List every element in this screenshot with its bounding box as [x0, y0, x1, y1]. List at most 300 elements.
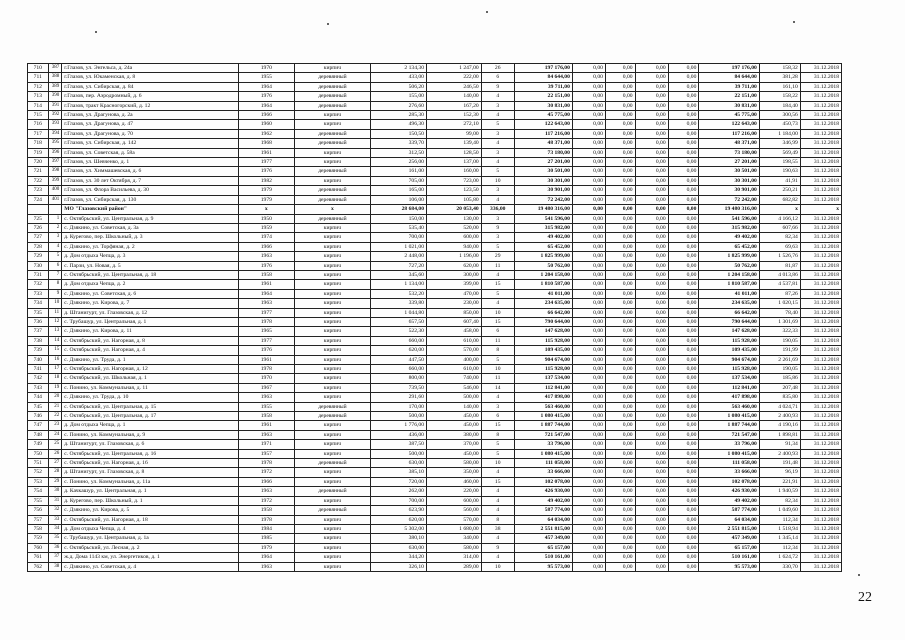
cell-cost-col-b: 0,00	[605, 412, 635, 421]
cell-cost-per-sqm: 835,80	[759, 393, 800, 402]
cell-total-cost: 1 810 587,00	[514, 280, 572, 289]
cell-year-built: 1978	[238, 459, 294, 468]
cell-living-area: 940,00	[426, 242, 481, 251]
cell-row-number: 744	[28, 393, 49, 402]
cell-total-area: 165,00	[371, 186, 427, 195]
cell-cost-col-a: 0,00	[572, 158, 605, 167]
cell-completion-date: 31.12.2018	[800, 139, 841, 148]
cell-living-area: 546,00	[426, 383, 481, 392]
cell-total-cost: 109 435,00	[514, 346, 572, 355]
table-row	[28, 562, 842, 571]
table-row	[28, 289, 842, 298]
cell-total-area: 2 134,30	[371, 64, 427, 73]
cell-row-number: 723	[28, 186, 49, 195]
cell-address: г.Глазов, ул. 30 лет Октября, д. 7	[62, 176, 239, 185]
cell-living-area: 152,30	[426, 111, 481, 120]
cell-cost-col-a: 0,00	[572, 129, 605, 138]
cell-cost-per-sqm: 191,99	[759, 346, 800, 355]
cell-wall-material: кирпич	[294, 374, 370, 383]
cell-address: с. Трубашур, ул. Центральная, д. 1а	[62, 534, 239, 543]
cell-wall-material: деревянный	[294, 195, 370, 204]
cell-address: с. Октябрьский, ул. Центральная, д. 16	[62, 449, 239, 458]
cell-cost-col-c: 0,00	[635, 73, 668, 82]
cell-year-built: 1967	[238, 383, 294, 392]
cell-cost-col-d: 0,00	[668, 430, 699, 439]
cell-cost-per-sqm: 185,86	[759, 374, 800, 383]
cell-living-area: 105,80	[426, 195, 481, 204]
cell-cost-col-a: 0,00	[572, 336, 605, 345]
cell-living-area: 723,00	[426, 176, 481, 185]
cell-program-cost: 417 898,00	[699, 393, 759, 402]
cell-row-number: 747	[28, 421, 49, 430]
cell-completion-date: 31.12.2018	[800, 176, 841, 185]
table-row	[28, 515, 842, 524]
cell-wall-material: деревянный	[294, 92, 370, 101]
cell-total-area: 506,20	[371, 82, 427, 91]
cell-program-cost: 109 435,00	[699, 346, 759, 355]
cell-cost-col-b: 0,00	[605, 186, 635, 195]
cell-address: МО "Глазовский район"	[62, 205, 239, 214]
cell-total-cost: 1 204 158,00	[514, 270, 572, 279]
cell-residents: 10	[481, 308, 514, 317]
cell-residents: 9	[481, 543, 514, 552]
cell-wall-material: кирпич	[294, 327, 370, 336]
cell-wall-material: деревянный	[294, 412, 370, 421]
cell-year-built: 1961	[238, 355, 294, 364]
cell-cost-col-c: 0,00	[635, 393, 668, 402]
cell-year-built: 1970	[238, 374, 294, 383]
cell-residents: 3	[481, 101, 514, 110]
cell-wall-material: деревянный	[294, 167, 370, 176]
cell-total-area: 705,00	[371, 176, 427, 185]
cell-local-number: 401	[48, 195, 62, 204]
cell-cost-col-c: 0,00	[635, 129, 668, 138]
cell-completion-date: 31.12.2018	[800, 459, 841, 468]
cell-program-cost: 1 080 415,00	[699, 412, 759, 421]
cell-completion-date: 31.12.2018	[800, 336, 841, 345]
cell-cost-col-a: 0,00	[572, 195, 605, 204]
cell-total-area: 620,00	[371, 515, 427, 524]
cell-living-area: 600,00	[426, 496, 481, 505]
cell-completion-date: 31.12.2018	[800, 393, 841, 402]
cell-completion-date: 31.12.2018	[800, 346, 841, 355]
cell-cost-col-d: 0,00	[668, 553, 699, 562]
cell-cost-col-d: 0,00	[668, 176, 699, 185]
cell-cost-col-c: 0,00	[635, 468, 668, 477]
cell-row-number: 718	[28, 139, 49, 148]
cell-program-cost: 65 452,00	[699, 242, 759, 251]
cell-cost-per-sqm: 2 400,93	[759, 449, 800, 458]
cell-completion-date: 31.12.2018	[800, 223, 841, 232]
cell-total-cost: 115 928,00	[514, 365, 572, 374]
cell-living-area: 140,00	[426, 92, 481, 101]
cell-cost-col-b: 0,00	[605, 402, 635, 411]
cell-cost-col-b: 0,00	[605, 92, 635, 101]
cell-address: ж.д. Дома 1143 км, ул. Энергетиков, д. 1	[62, 553, 239, 562]
cell-program-cost: 39 711,00	[699, 82, 759, 91]
cell-row-number: 712	[28, 82, 49, 91]
cell-total-area: 150,00	[371, 214, 427, 223]
cell-wall-material: деревянный	[294, 82, 370, 91]
cell-completion-date: 31.12.2018	[800, 449, 841, 458]
cell-total-area: 800,00	[371, 374, 427, 383]
cell-living-area: 370,00	[426, 440, 481, 449]
cell-cost-col-c: 0,00	[635, 412, 668, 421]
cell-residents: 5	[481, 440, 514, 449]
cell-cost-col-c: 0,00	[635, 506, 668, 515]
cell-year-built: 1963	[238, 487, 294, 496]
cell-cost-col-b: 0,00	[605, 355, 635, 364]
cell-year-built: 1972	[238, 496, 294, 505]
cell-address: д. Курегово, пер. Школьный, д. 3	[62, 233, 239, 242]
cell-row-number: 734	[28, 299, 49, 308]
cell-living-area: 139,40	[426, 139, 481, 148]
cell-cost-col-c: 0,00	[635, 167, 668, 176]
cell-local-number: 33	[48, 515, 62, 524]
cell-completion-date: 31.12.2018	[800, 270, 841, 279]
cell-residents: 8	[481, 346, 514, 355]
cell-cost-col-d: 0,00	[668, 496, 699, 505]
table-row	[28, 506, 842, 515]
cell-wall-material: деревянный	[294, 402, 370, 411]
cell-cost-col-a: 0,00	[572, 402, 605, 411]
cell-program-cost: 72 242,00	[699, 195, 759, 204]
cell-local-number: 399	[48, 176, 62, 185]
cell-address: г.Глазов, ул. Драгунова, д. 47	[62, 120, 239, 129]
cell-local-number: 400	[48, 186, 62, 195]
cell-year-built: 1958	[238, 270, 294, 279]
table-row	[28, 459, 842, 468]
cell-wall-material: кирпич	[294, 534, 370, 543]
cell-completion-date: 31.12.2018	[800, 129, 841, 138]
cell-total-cost: 111 058,00	[514, 459, 572, 468]
cell-cost-col-b: 0,00	[605, 468, 635, 477]
cell-cost-col-d: 0,00	[668, 252, 699, 261]
cell-year-built: 1964	[238, 289, 294, 298]
cell-total-area: 155,00	[371, 92, 427, 101]
cell-residents: 9	[481, 223, 514, 232]
cell-program-cost: 115 928,00	[699, 336, 759, 345]
cell-program-cost: 27 201,00	[699, 158, 759, 167]
cell-total-area: 1 044,80	[371, 308, 427, 317]
cell-cost-col-c: 0,00	[635, 233, 668, 242]
cell-cost-per-sqm: 300,56	[759, 111, 800, 120]
cell-program-cost: 112 841,00	[699, 383, 759, 392]
cell-total-area: 500,00	[371, 412, 427, 421]
cell-row-number: 720	[28, 158, 49, 167]
table-row	[28, 421, 842, 430]
cell-cost-col-c: 0,00	[635, 261, 668, 270]
table-row	[28, 176, 842, 185]
cell-local-number: 15	[48, 346, 62, 355]
cell-completion-date: 31.12.2018	[800, 186, 841, 195]
cell-residents: 6	[481, 73, 514, 82]
cell-residents: 4	[481, 139, 514, 148]
cell-cost-col-a: 0,00	[572, 374, 605, 383]
cell-local-number	[48, 205, 62, 214]
cell-cost-col-c: 0,00	[635, 64, 668, 73]
cell-living-area: 128,50	[426, 148, 481, 157]
table-row	[28, 92, 842, 101]
cell-cost-col-c: 0,00	[635, 553, 668, 562]
table-row	[28, 223, 842, 232]
cell-cost-col-d: 0,00	[668, 487, 699, 496]
cell-residents: 11	[481, 336, 514, 345]
cell-local-number: 31	[48, 496, 62, 505]
cell-local-number: 19	[48, 383, 62, 392]
cell-wall-material: деревянный	[294, 506, 370, 515]
cell-cost-per-sqm: 607,66	[759, 223, 800, 232]
cell-address: д. Дом отдыха Чепца, д. 3	[62, 252, 239, 261]
cell-total-area: 2 448,00	[371, 252, 427, 261]
cell-cost-col-a: 0,00	[572, 148, 605, 157]
cell-row-number: 722	[28, 176, 49, 185]
cell-cost-col-a: 0,00	[572, 365, 605, 374]
cell-total-area: 1 776,00	[371, 421, 427, 430]
cell-total-cost: 65 157,00	[514, 543, 572, 552]
cell-program-cost: 64 034,00	[699, 515, 759, 524]
cell-living-area: 607,40	[426, 317, 481, 326]
cell-row-number: 713	[28, 92, 49, 101]
cell-wall-material: кирпич	[294, 158, 370, 167]
cell-residents: 14	[481, 383, 514, 392]
cell-total-cost: 33 796,00	[514, 440, 572, 449]
cell-cost-col-a: 0,00	[572, 242, 605, 251]
cell-address: с. Октябрьский, ул. Нагорная, д. 12	[62, 365, 239, 374]
cell-living-area: 314,00	[426, 553, 481, 562]
cell-living-area: 570,00	[426, 515, 481, 524]
cell-cost-col-a: 0,00	[572, 524, 605, 533]
cell-total-area: 339,70	[371, 139, 427, 148]
cell-total-area: 739,50	[371, 383, 427, 392]
cell-address: д. Штанигурт, ул. Глазовская, д. 6	[62, 440, 239, 449]
cell-year-built: 1978	[238, 515, 294, 524]
table-row	[28, 355, 842, 364]
cell-living-area: 740,00	[426, 374, 481, 383]
cell-row-number: 736	[28, 317, 49, 326]
cell-cost-col-b: 0,00	[605, 64, 635, 73]
cell-total-area: 344,20	[371, 553, 427, 562]
table-row	[28, 374, 842, 383]
cell-completion-date: 31.12.2018	[800, 553, 841, 562]
cell-residents: 6	[481, 412, 514, 421]
cell-completion-date: 31.12.2018	[800, 82, 841, 91]
cell-completion-date: 31.12.2018	[800, 299, 841, 308]
cell-cost-col-a: 0,00	[572, 280, 605, 289]
cell-year-built: 1950	[238, 214, 294, 223]
cell-cost-col-b: 0,00	[605, 534, 635, 543]
cell-row-number: 761	[28, 553, 49, 562]
cell-living-area: 380,00	[426, 430, 481, 439]
cell-cost-per-sqm: 161,10	[759, 82, 800, 91]
cell-residents: 10	[481, 176, 514, 185]
cell-address: с. Дзякино, ул. Советская, д. 4	[62, 562, 239, 571]
cell-cost-col-d: 0,00	[668, 468, 699, 477]
cell-total-cost: 49 402,00	[514, 233, 572, 242]
table-row	[28, 111, 842, 120]
cell-address: г.Глазов, ул. Шевченко, д. 1	[62, 158, 239, 167]
cell-local-number: 23	[48, 421, 62, 430]
cell-local-number: 3	[48, 233, 62, 242]
cell-program-cost: 790 644,00	[699, 317, 759, 326]
cell-program-cost: 1 887 744,00	[699, 421, 759, 430]
cell-cost-col-b: 0,00	[605, 327, 635, 336]
cell-cost-col-a: 0,00	[572, 430, 605, 439]
cell-completion-date: 31.12.2018	[800, 365, 841, 374]
cell-residents: 5	[481, 167, 514, 176]
cell-completion-date: 31.12.2018	[800, 317, 841, 326]
cell-living-area: 1 247,00	[426, 64, 481, 73]
cell-total-cost: 510 161,00	[514, 553, 572, 562]
cell-local-number: 8	[48, 280, 62, 289]
cell-cost-col-d: 0,00	[668, 139, 699, 148]
cell-cost-col-b: 0,00	[605, 299, 635, 308]
cell-cost-col-b: 0,00	[605, 421, 635, 430]
cell-row-number: 743	[28, 383, 49, 392]
cell-completion-date: 31.12.2018	[800, 355, 841, 364]
cell-total-area: 727,20	[371, 261, 427, 270]
cell-cost-col-d: 0,00	[668, 365, 699, 374]
table-row	[28, 412, 842, 421]
cell-cost-per-sqm: 1 624,72	[759, 553, 800, 562]
cell-cost-per-sqm: 190,05	[759, 336, 800, 345]
cell-total-area: 170,00	[371, 402, 427, 411]
cell-total-cost: 22 151,00	[514, 92, 572, 101]
cell-residents: 3	[481, 402, 514, 411]
cell-cost-col-b: 0,00	[605, 261, 635, 270]
cell-cost-per-sqm: 4 537,81	[759, 280, 800, 289]
cell-living-area: 300,00	[426, 270, 481, 279]
cell-wall-material: кирпич	[294, 148, 370, 157]
cell-cost-per-sqm: 1 301,69	[759, 317, 800, 326]
cell-completion-date: 31.12.2018	[800, 64, 841, 73]
cell-cost-col-d: 0,00	[668, 506, 699, 515]
table-row	[28, 317, 842, 326]
cell-cost-col-b: 0,00	[605, 317, 635, 326]
cell-completion-date: 31.12.2018	[800, 487, 841, 496]
cell-living-area: 222,00	[426, 73, 481, 82]
cell-wall-material: кирпич	[294, 336, 370, 345]
cell-cost-col-c: 0,00	[635, 205, 668, 214]
cell-total-cost: 1 825 999,00	[514, 252, 572, 261]
cell-total-cost: 1 080 415,00	[514, 449, 572, 458]
cell-cost-col-b: 0,00	[605, 158, 635, 167]
cell-cost-col-c: 0,00	[635, 317, 668, 326]
cell-row-number: 733	[28, 289, 49, 298]
table-row	[28, 120, 842, 129]
scan-speck	[858, 574, 860, 576]
cell-total-area: 380,10	[371, 534, 427, 543]
cell-local-number: 25	[48, 440, 62, 449]
cell-wall-material: кирпич	[294, 468, 370, 477]
scan-speck	[95, 31, 97, 33]
cell-residents: 10	[481, 459, 514, 468]
cell-cost-col-a: 0,00	[572, 139, 605, 148]
cell-cost-col-b: 0,00	[605, 553, 635, 562]
cell-living-area: 272,10	[426, 120, 481, 129]
cell-year-built: 1963	[238, 252, 294, 261]
cell-completion-date: 31.12.2018	[800, 167, 841, 176]
cell-cost-per-sqm: 190,05	[759, 365, 800, 374]
cell-cost-col-c: 0,00	[635, 82, 668, 91]
cell-program-cost: 315 982,00	[699, 223, 759, 232]
cell-cost-col-d: 0,00	[668, 223, 699, 232]
cell-wall-material: кирпич	[294, 120, 370, 129]
cell-local-number: 7	[48, 270, 62, 279]
cell-row-number: 749	[28, 440, 49, 449]
cell-cost-col-d: 0,00	[668, 82, 699, 91]
cell-cost-col-d: 0,00	[668, 477, 699, 486]
cell-local-number: 20	[48, 393, 62, 402]
cell-total-area: 630,00	[371, 459, 427, 468]
cell-row-number: 721	[28, 167, 49, 176]
cell-cost-col-a: 0,00	[572, 233, 605, 242]
cell-residents: 15	[481, 280, 514, 289]
cell-program-cost: 45 775,00	[699, 111, 759, 120]
cell-wall-material: х	[294, 205, 370, 214]
cell-cost-per-sqm: 1 345,14	[759, 534, 800, 543]
cell-cost-col-b: 0,00	[605, 543, 635, 552]
cell-address: с. Дзякино, ул. Труда, д. 1	[62, 355, 239, 364]
cell-completion-date: 31.12.2018	[800, 308, 841, 317]
cell-total-cost: 45 775,00	[514, 111, 572, 120]
cell-total-area: 436,00	[371, 430, 427, 439]
cell-wall-material: кирпич	[294, 440, 370, 449]
cell-cost-per-sqm: 91,34	[759, 440, 800, 449]
cell-year-built: 1962	[238, 129, 294, 138]
cell-cost-col-d: 0,00	[668, 233, 699, 242]
cell-address: с. Дзякино, ул. Кирова, д. 11	[62, 327, 239, 336]
cell-address: с. Октябрьский, ул. Нагорная, д. 8	[62, 336, 239, 345]
cell-total-area: 623,90	[371, 506, 427, 515]
cell-living-area: 450,00	[426, 421, 481, 430]
cell-cost-col-c: 0,00	[635, 158, 668, 167]
cell-year-built: 1961	[238, 280, 294, 289]
cell-residents: 15	[481, 317, 514, 326]
cell-wall-material: кирпич	[294, 449, 370, 458]
cell-cost-col-a: 0,00	[572, 477, 605, 486]
cell-wall-material: кирпич	[294, 223, 370, 232]
cell-cost-col-a: 0,00	[572, 111, 605, 120]
cell-total-cost: 457 349,00	[514, 534, 572, 543]
cell-residents: 4	[481, 270, 514, 279]
cell-living-area: 600,00	[426, 233, 481, 242]
cell-living-area: 167,20	[426, 101, 481, 110]
cell-local-number: 6	[48, 261, 62, 270]
scan-speck	[793, 21, 795, 23]
cell-cost-per-sqm: 682,82	[759, 195, 800, 204]
cell-residents: 4	[481, 534, 514, 543]
table-row	[28, 299, 842, 308]
cell-row-number	[28, 205, 49, 214]
cell-cost-per-sqm: 346,99	[759, 139, 800, 148]
cell-address: г.Глазов, ул. Энгельса, д. 24а	[62, 64, 239, 73]
cell-cost-per-sqm: 1 526,76	[759, 252, 800, 261]
cell-row-number: 726	[28, 223, 49, 232]
cell-cost-per-sqm: 330,70	[759, 562, 800, 571]
cell-cost-per-sqm: 1 940,59	[759, 487, 800, 496]
cell-residents: 3	[481, 214, 514, 223]
cell-completion-date: 31.12.2018	[800, 261, 841, 270]
cell-cost-col-a: 0,00	[572, 205, 605, 214]
cell-residents: 4	[481, 92, 514, 101]
cell-year-built: 1976	[238, 167, 294, 176]
cell-wall-material: кирпич	[294, 430, 370, 439]
cell-cost-per-sqm: 184,40	[759, 101, 800, 110]
cell-row-number: 753	[28, 477, 49, 486]
table-row	[28, 148, 842, 157]
cell-cost-col-a: 0,00	[572, 223, 605, 232]
